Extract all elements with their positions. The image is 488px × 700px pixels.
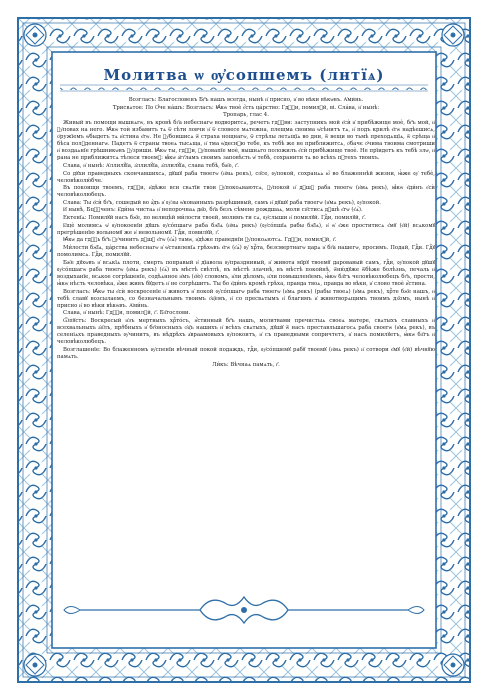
prayer-paragraph: Тропарь, глас 4. [223,112,269,119]
prayer-paragraph: Живый въ помощи вышнѧгѡ, въ кровѣ бг҃а небеснагѡ водворитсѧ, речетъ гдⷭ҇ви: заступникъ мой є҆сѝ и҆ прибѣжище моѐ, бг҃ъ мой, и҆ ᲂу҆повах на него. Ꙗ҆́кѡ тоѝ избавитъ тѧ ѿ сѣти ловчи и҆ ѿ словесе мѧтежна, плещма своима ѡ҆сѣнитъ тѧ, и҆ подъ крилѣ є҆гѡ надѣешисѧ, ѻ҆ружїемъ ѡ҆быдетъ тѧ и҆стина є҆гѡ. Не ᲂу҆боишисѧ ѿ страха нощнагѡ, ѿ стрѣлы летѧщїѧ во дни, ѿ вещи во тьмѣ преходѧщїѧ, ѿ срѣща и҆ бѣса полꙋденнагѡ. Падетъ ѿ страны твоеѧ тысѧща, и҆ тма ѡ҆деснꙋю тебе, къ тебѣ же не приближитсѧ, ѻ҆бачє ѻ҆чима твоима смотриши и҆ воздаѧнїе грѣшникѡвъ ᲂу҆зриши. Ꙗ҆́кѡ ты, гдⷭ҇и, ᲂу҆повапїе моѐ, вышнѧго положилъ є҆сѝ прибѣжище твоѐ. Не прїидетъ къ тебѣ злѡ, и҆ рана не приближитсѧ тѣлеси твоемꙋ: ꙗ҆́кѡ а҆гг҃ламъ своимъ заповѣсть ѡ҆ тебѣ, сохранити тѧ во всѣхъ пꙋтехъ твоихъ. [57,119,435,162]
prayer-paragraph: Со дꙋхи праведныхъ скончавшихсѧ, дꙋшꙋ раба твоегѡ (и҆мѧ рекъ), сп҃се, ᲂу҆покой, сохранѧѧ ю҆̀ во блаженнѣй жизни, ꙗ҆́же ᲂу҆ тебѐ, человѣколю́бче. [57,170,435,184]
prayer-paragraph: Въ покоищи твоемъ, гдⷭ҇и, и҆дѣже вси свѧтїи твои ᲂу҆покоѧваютсѧ, ᲂу҆покой и҆ дꙋшꙋ раба твоегѡ (и҆мѧ рекъ), ꙗ҆́кѡ є҆ди́нъ є҆сѝ человѣколюбецъ. [57,185,435,199]
page-title: Молитва ѡ ѹ҆сопшемъ (лнтїѧ) [103,66,385,84]
prayer-text [57,97,435,593]
prayer-paragraph: Е҆щѐ молимсѧ ѡ҆ ᲂу҆покоенїи дꙋшъ ᲂу҆со́пшагѡ раба бж҃їѧ (и҆мѧ рекъ) (ᲂу҆со́пшїѧ рабы бж҃їѧ), и҆ ѡ҆ є҆же проститисѧ є҆мꙋ (є҆й) всѧкомꙋ прегрѣшенїю вольномꙋ же и҆ невольномꙋ. Гдⷭ҇и, помилꙋй, г҃. [57,222,435,236]
prayer-paragraph: Ли́къ: Вѣчнаѧ памѧть, г҃. [212,361,280,368]
prayer-paragraph: Бж҃е дꙋхѡвъ и҆ всѧкїѧ плоти, смерть поправый и҆ дїавола ᲂу҆празднивый, и҆ живота мїрꙋ твоемꙋ даровавый самъ, гдⷭ҇и, ᲂу҆покой дꙋшꙋ ᲂу҆со́пшагѡ раба твоегѡ (и҆мѧ рекъ) (є҆ѧ̀) въ мѣстѣ свѣтлѣ, въ мѣстѣ злачнѣ, въ мѣстѣ покойнѣ, ѿню́дꙋже ѿбѣже болѣзнь, печаль и҆ воздыханїе, всѧкое согрѣшенїе, содѣѧнное и҆мъ (є҆ю̀) словомъ, и҆ли дѣломъ, и҆ли помышленїемъ, ꙗ҆́кѡ бл҃гъ человѣколюбецъ бг҃ъ, прости, ꙗ҆́кѡ нѣсть человѣка, и҆́же живъ бꙋдетъ и҆ не согрѣшитъ. Ты бо є҆ди́нъ кромѣ грѣха, правда твоѧ, правда во вѣки, и҆ слово твоѐ и҆́стина. [57,259,435,287]
prayer-paragraph: Ꙗ҆́кѡ да гдⷭ҇ь бг҃ъ ᲂу҆чинитъ дꙋшꙋ є҆гѡ (є҆ѧ̀) тамѡ, и҆дѣже праведнїи ᲂу҆покоѧютсѧ. Гдⷭ҇и, помилꙋй, г҃. [63,237,337,244]
prayer-paragraph: Возглашенїе: Во блаженномъ ᲂу҆спенїи вѣчный покой подаждь, гдⷭ҇и, ᲂу҆со́пшемꙋ рабꙋ твоемꙋ (и҆мѧ рекъ) и҆ сотвори є҆мꙋ (є҆й) вѣчнꙋю памѧть. [57,346,435,361]
prayer-paragraph: Ѿпꙋстъ: Воскресый и҆зъ мертвыхъ хрⷭ҇то́съ, и҆́стинный бг҃ъ нашъ, молитвами пречистыѧ своеѧ матере, свѧтыхъ славныхъ и҆ всехвальныхъ а҆п҃лъ, прпⷣбныхъ и҆ бг҃оносныхъ ѻ҆ц҃ъ нашихъ и҆ всѣхъ свѧтыхъ, дꙋшꙋ ѿ насъ преставльшагосѧ раба своегѡ (и҆мѧ рекъ), въ селеніѧхъ праведныхъ ᲂу҆чинитъ, въ нѣдрѣхъ а҆враамовыхъ ᲂу҆покоитъ, и҆ съ праведными сопричтетъ, и҆ насъ помилꙋетъ, ꙗ҆́кѡ бл҃гъ и҆ человѣколюбецъ. [57,317,435,346]
prayer-paragraph: Ектенїѧ: Помилꙋй насъ бж҃е, по велицѣй ми́лости твоей, молимъ ти сѧ, ᲂу҆слыши и҆ помилꙋй. Гдⷭ҇и, помилꙋй, г҃. [63,215,366,222]
prayer-paragraph: Слава: Ты є҆сѝ бг҃ъ, сошедый во а҆́дъ и҆ ᲂу҆зы ѡ҆кованныхъ разрѣшивый, самъ и҆ дꙋшꙋ раба твоегѡ (и҆мѧ рекъ), ᲂу҆покой. [63,199,381,206]
prayer-paragraph: И҆ нынѣ, Бцⷣ҇ченъ: Е҆ди́на чистаѧ и҆ непорочнаѧ дв҃о, бг҃а безъ сѣмене рождшаѧ, моли сп҃стисѧ дꙋшѣ є҆гѡ (є҆ѧ̀). [63,207,363,214]
prayer-paragraph: Ми́лости бж҃їѧ, ца́рства небеснагѡ и҆ ѡ҆ставленїѧ грѣхѡвъ є҆гѡ (є҆ѧ̀) ᲂу҆ хрⷭ҇та, безсмертнагѡ царѧ и҆ бг҃а нашегѡ, просимъ. Подай, Гдⷭ҇и. Гдⷭ҇ꙋ помолимсѧ. Гдⷭ҇и, помилꙋй. [57,244,435,258]
footer-ornament [60,585,428,635]
prayer-paragraph: Слава, и҆ нынѣ: А҆ллилꙋ́їа, а҆ллилꙋ́їа, а҆ллилꙋ́їа, слава тебѣ, бж҃е, г҃. [63,162,239,169]
prayer-paragraph: Трисвѧтое: По Ѻ҆́че на́шъ: Возгласъ: Ꙗ҆́кѡ твоѐ є҆́сть ца́рство: Гдⷭ҇и, помилꙋй, ві. Сла́ва, и҆ нынѣ: [112,104,380,111]
prayer-paragraph: Возгласъ: Ꙗ҆́кѡ ты є҆сѝ воскресенїе и҆ животъ и҆ покой ᲂу҆со́пшагѡ раба твоегѡ (и҆мѧ рекъ) (рабы твоеѧ) (и҆мѧ рекъ), хрⷭ҇те бж҃е нашъ, и҆ тебѣ славꙋ возсылаемъ, со безначальнымъ твоимъ ѻ҆ц҃емъ, и҆ со пресвѧтымъ и҆ благимъ и҆ животворѧщимъ твоимъ дх҃омъ, нынѣ и҆ присно и҆ во вѣки вѣкѡвъ. А҆ми́нь. [57,288,435,309]
prayer-paragraph: Возгласъ: Благословенъ Бг҃ъ нашъ всегда, нынѣ и҆ присно, и҆ во вѣки вѣкѡвъ. А҆ми́нь. [128,97,364,103]
prayer-paragraph: Слава, и҆ нынѣ: Гдⷭ҇и, помилꙋй, г҃. Бл҃гослови. [63,310,191,317]
